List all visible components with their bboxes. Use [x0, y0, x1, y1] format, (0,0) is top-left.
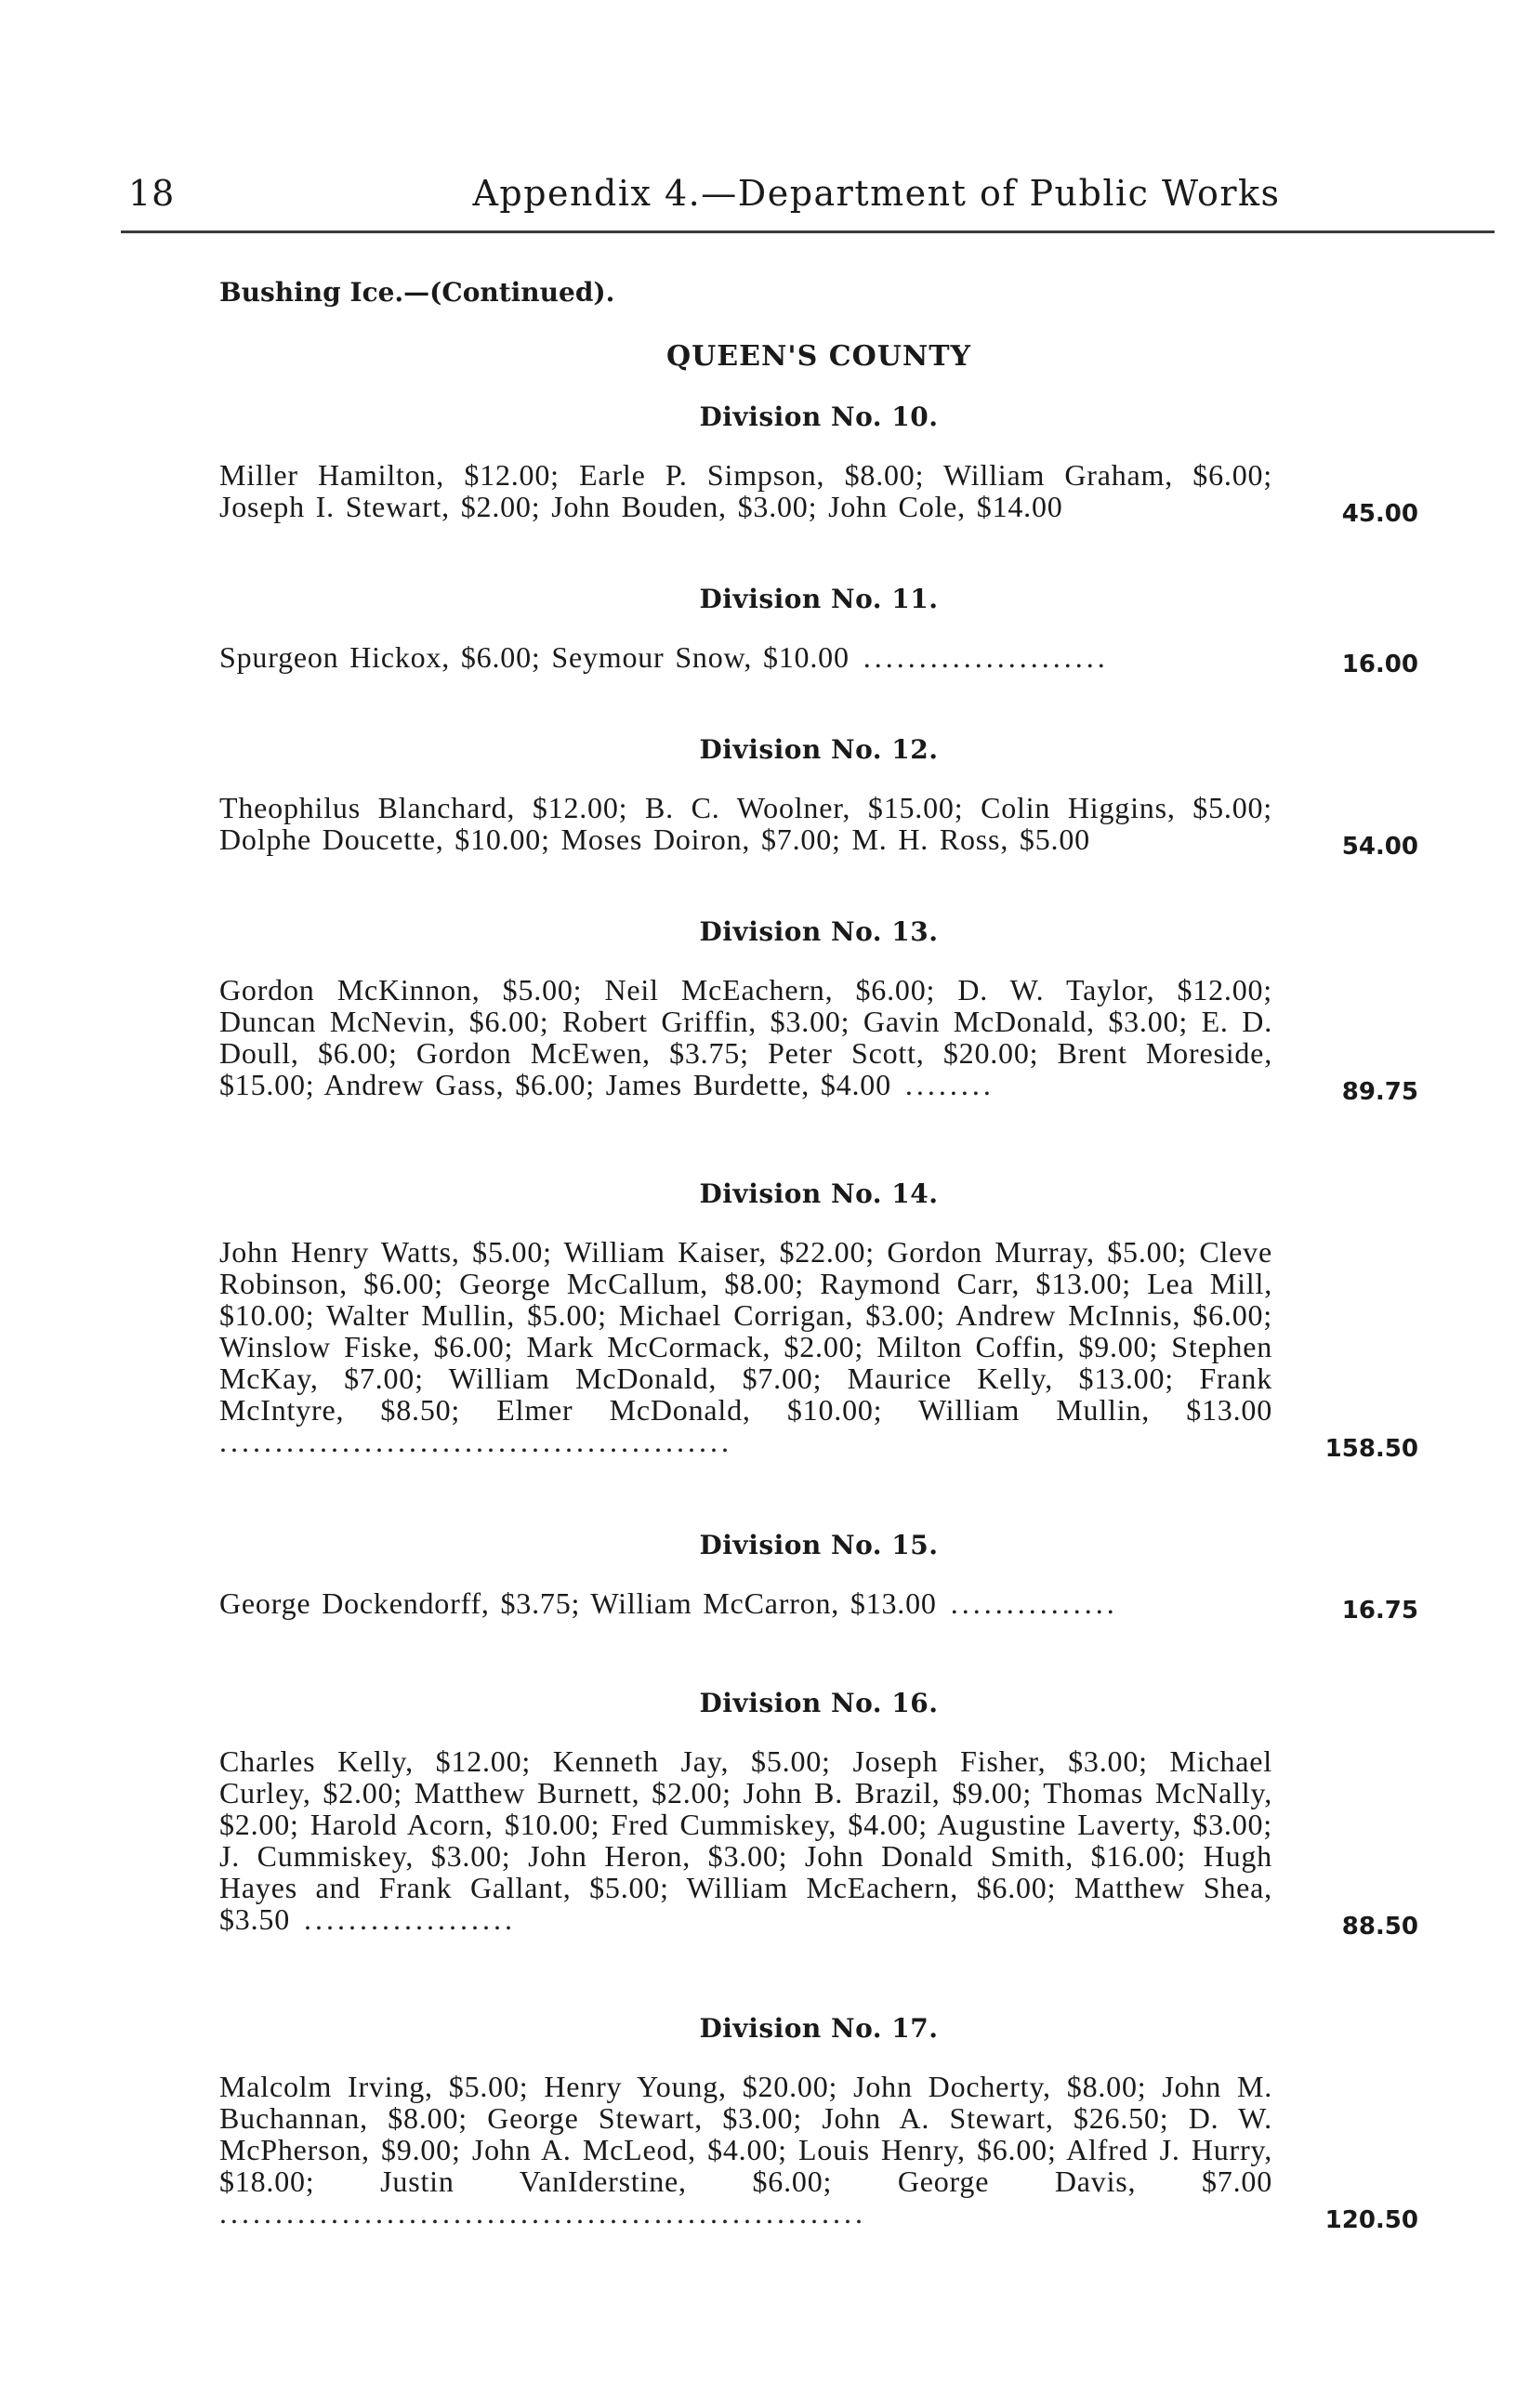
division-title: Division No. 10.	[699, 401, 939, 432]
section-label: Bushing Ice.—(Continued).	[219, 277, 615, 308]
division-text: Spurgeon Hickox, $6.00; Seymour Snow, $10.00 ......................	[219, 640, 1109, 674]
division-title: Division No. 13.	[699, 916, 939, 947]
division-amount: 16.00	[1341, 651, 1418, 678]
division-entry	[219, 973, 1418, 1106]
division-amount: 88.50	[1341, 1913, 1418, 1941]
division-text: George Dockendorff, $3.75; William McCarron, $13.00 ...............	[219, 1586, 1118, 1620]
division-entry	[219, 1744, 1418, 1941]
division-text: Miller Hamilton, $12.00; Earle P. Simpson, $8.00; William Graham, $6.00; Joseph I. Stewart, $2.00; John Bouden, $3.00; John Cole, $14.00	[219, 458, 1272, 523]
division-text: Charles Kelly, $12.00; Kenneth Jay, $5.00; Joseph Fisher, $3.00; Michael Curley, $2.00; Matthew Burnett, $2.00; John B. Brazil, $9.00; Thomas McNally, $2.00; Harold Acorn, $10.00; Fred Cummiskey, $4.00; Augustine Laverty, $3.00; J. Cummiskey, $3.00; John Heron, $3.00; John Donald Smith, $16.00; Hugh Hayes and Frank Gallant, $5.00; William McEachern, $6.00; Matthew Shea, $3.50 ...................	[219, 1744, 1272, 1936]
division-entry	[219, 458, 1418, 528]
county-heading: QUEEN'S COUNTY	[665, 340, 972, 373]
division-text: Gordon McKinnon, $5.00; Neil McEachern, $6.00; D. W. Taylor, $12.00; Duncan McNevin, $6.00; Robert Griffin, $3.00; Gavin McDonald, $3.00; E. D. Doull, $6.00; Gordon McEwen, $3.75; Peter Scott, $20.00; Brent Moreside, $15.00; Andrew Gass, $6.00; James Burdette, $4.00 ........	[219, 973, 1272, 1101]
division-entry	[219, 2070, 1418, 2234]
division-title: Division No. 17.	[699, 2013, 939, 2044]
division-11	[219, 584, 1418, 678]
division-entry	[219, 1586, 1418, 1625]
division-12	[219, 734, 1418, 861]
page-header	[128, 167, 1495, 223]
division-13	[219, 916, 1418, 1106]
division-15	[219, 1530, 1418, 1625]
division-text: Malcolm Irving, $5.00; Henry Young, $20.00; John Docherty, $8.00; John M. Buchannan, $8.00; George Stewart, $3.00; John A. Stewart, $26.50; D. W. McPherson, $9.00; John A. McLeod, $4.00; Louis Henry, $6.00; Alfred J. Hurry, $18.00; Justin VanIderstine, $6.00; George Davis, $7.00 ..........................................................	[219, 2070, 1272, 2230]
division-16	[219, 1688, 1418, 1941]
division-14	[219, 1178, 1418, 1463]
page-number: 18	[128, 173, 176, 214]
division-text: John Henry Watts, $5.00; William Kaiser, $22.00; Gordon Murray, $5.00; Cleve Robinson, $6.00; George McCallum, $8.00; Raymond Carr, $13.00; Lea Mill, $10.00; Walter Mullin, $5.00; Michael Corrigan, $3.00; Andrew McInnis, $6.00; Winslow Fiske, $6.00; Mark McCormack, $2.00; Milton Coffin, $9.00; Stephen McKay, $7.00; William McDonald, $7.00; Maurice Kelly, $13.00; Frank McIntyre, $8.50; Elmer McDonald, $10.00; William Mullin, $13.00 ..............................................	[219, 1235, 1272, 1458]
division-title: Division No. 12.	[699, 734, 939, 765]
header-rule	[121, 230, 1495, 233]
division-amount: 120.50	[1324, 2206, 1418, 2234]
division-amount: 16.75	[1341, 1597, 1418, 1625]
division-title: Division No. 16.	[699, 1688, 939, 1718]
division-17	[219, 2013, 1418, 2234]
division-entry	[219, 1235, 1418, 1463]
division-title: Division No. 14.	[699, 1178, 939, 1209]
division-amount: 54.00	[1341, 833, 1418, 861]
division-amount: 45.00	[1341, 500, 1418, 528]
division-10	[219, 401, 1418, 528]
division-text: Theophilus Blanchard, $12.00; B. C. Woolner, $15.00; Colin Higgins, $5.00; Dolphe Doucette, $10.00; Moses Doiron, $7.00; M. H. Ross, $5.00	[219, 791, 1272, 856]
division-entry	[219, 791, 1418, 861]
division-entry	[219, 640, 1418, 678]
division-amount: 158.50	[1324, 1435, 1418, 1463]
division-title: Division No. 11.	[699, 584, 939, 614]
division-title: Division No. 15.	[699, 1530, 939, 1560]
running-head: Appendix 4.—Department of Public Works	[472, 173, 1281, 214]
division-amount: 89.75	[1341, 1078, 1418, 1106]
